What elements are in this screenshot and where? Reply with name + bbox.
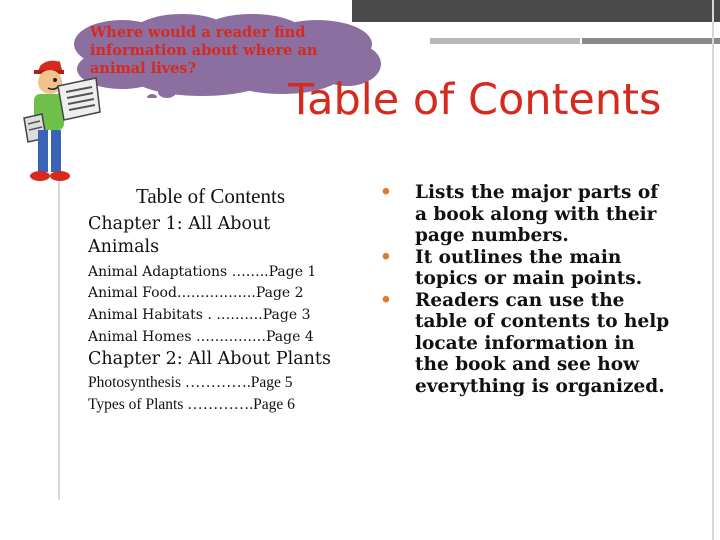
- decorative-top-bar: [352, 0, 720, 22]
- toc-entry: Animal Homes ……………Page 4: [88, 329, 314, 345]
- bullet-dot-icon: •: [380, 182, 392, 203]
- toc-entry: Animal Food……………..Page 2: [88, 285, 304, 301]
- boy-reading-icon: [18, 58, 104, 190]
- slide-right-edge: [712, 0, 714, 540]
- bullet-text: It outlines the main topics or main points.: [415, 246, 643, 289]
- chapter-1-heading: Chapter 1: All About Animals: [88, 214, 271, 257]
- page-title: Table of Contents: [288, 75, 662, 125]
- decorative-accent-bar-dark: [582, 38, 720, 44]
- bullet-list: [380, 182, 670, 397]
- toc-card-heading: Table of Contents: [136, 184, 285, 208]
- bullet-dot-icon: •: [380, 246, 392, 268]
- bullet-item: [380, 290, 670, 398]
- toc-entry: Animal Habitats . ……….Page 3: [88, 307, 311, 323]
- toc-entry: Photosynthesis ………….Page 5: [88, 374, 293, 391]
- bullet-item: [380, 182, 670, 247]
- bullet-dot-icon: •: [380, 289, 392, 311]
- question-bubble-text: Where would a reader find information about where an animal lives?: [90, 24, 318, 77]
- decorative-accent-bar: [430, 38, 580, 44]
- toc-entry: Types of Plants ………….Page 6: [88, 396, 295, 413]
- bullet-item: [380, 247, 670, 290]
- bullet-text: Readers can use the table of contents to help locate information in the book and see how everything is organized.: [415, 289, 670, 397]
- toc-entry: Animal Adaptations ……..Page 1: [88, 264, 317, 280]
- bullet-text: Lists the major parts of a book along with their page numbers.: [415, 182, 659, 246]
- chapter-2-heading: Chapter 2: All About Plants: [88, 349, 331, 369]
